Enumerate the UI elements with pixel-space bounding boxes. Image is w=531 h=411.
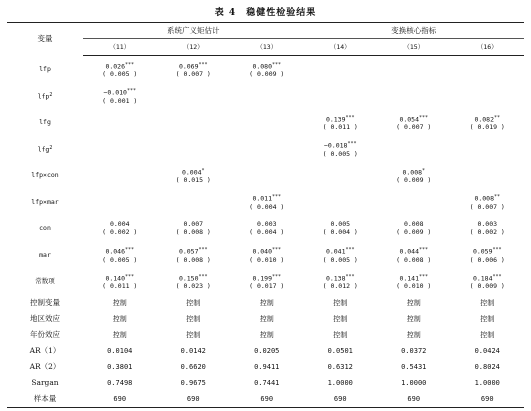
significance-stars: *** [419,247,429,253]
estimate-cell [304,136,378,163]
statistic-row [7,359,524,375]
coefficient-row [7,242,524,269]
column-header-13: （13） [230,39,304,56]
column-header-12: （12） [157,39,231,56]
significance-stars: *** [198,273,208,280]
statistic-cell: 1.0000 [401,378,427,387]
statistic-cell: 控制 [112,298,127,307]
estimate-cell [83,189,157,216]
coefficient-value: 0.026 [105,62,126,70]
coefficient-value: 0.040 [252,247,273,256]
coefficient-value: 0.011 [252,194,273,203]
statistic-cell: 690 [304,391,378,408]
statistic-cell: 0.5431 [401,362,427,371]
row-label: 年份效应 [30,329,60,339]
standard-error: ( 0.009 ) [396,176,432,184]
coefficient-value: 0.080 [252,62,273,70]
estimate-cell [304,189,378,216]
row-label-superscript: 2 [49,145,53,151]
table-title: 稳健性检验结果 [246,8,317,18]
statistic-cell: 690 [157,391,231,408]
estimate-cell [230,162,304,189]
standard-error: ( 0.009 ) [249,70,285,78]
significance-stars: *** [272,194,282,200]
coefficient-value: 0.140 [105,274,126,282]
coefficient-row [7,83,524,110]
coefficient-value: 0.054 [399,115,420,123]
estimate-cell [83,56,157,83]
coefficient-row [7,56,524,83]
estimate-cell [83,136,157,163]
standard-error: ( 0.009 ) [469,282,505,290]
coefficient [83,61,157,71]
coefficient-value: 0.199 [252,274,273,282]
estimate-cell [230,215,304,242]
statistic-cell: 0.0205 [254,346,280,355]
significance-stars: *** [345,114,355,121]
results-table [7,22,524,408]
coefficient [157,246,231,256]
standard-error: ( 0.011 ) [102,282,138,290]
standard-error: ( 0.004 ) [249,202,285,211]
standard-error: ( 0.015 ) [175,176,211,184]
coefficient-value: 0.150 [178,274,199,282]
estimate-cell [230,136,304,163]
coefficient [230,193,304,203]
estimate-cell [377,56,451,83]
estimate-cell [230,109,304,136]
estimate-cell [230,83,304,110]
estimate-cell [377,109,451,136]
row-label: Sargan [31,377,59,387]
coefficient-value: 0.082 [474,115,495,123]
estimate-cell [304,56,378,83]
significance-stars: *** [492,247,502,253]
significance-stars: *** [419,273,429,280]
statistic-cell: 0.3801 [107,362,133,371]
statistic-cell: 0.0104 [107,346,133,355]
row-label-text: lfg [37,145,50,154]
significance-stars: *** [345,247,355,253]
coefficient [157,273,231,283]
table-body [7,56,524,408]
variable-column-header: 变量 [7,23,83,56]
significance-stars: *** [492,273,502,280]
estimate-cell [377,136,451,163]
statistic-cell: 控制 [112,330,127,339]
standard-error: ( 0.010 ) [396,282,432,290]
estimate-cell [157,56,231,83]
statistic-cell: 690 [83,391,157,408]
significance-stars: *** [419,114,429,121]
statistic-cell: 控制 [406,330,421,339]
estimate-cell [157,242,231,269]
statistic-cell: 控制 [406,314,421,323]
row-label [7,162,83,189]
standard-error: ( 0.007 ) [396,123,432,131]
row-label [7,83,83,110]
standard-error: ( 0.010 ) [249,255,285,264]
significance-stars: * [422,167,426,174]
statistic-cell: 1.0000 [474,378,500,387]
row-label: 控制变量 [30,297,60,307]
group-header-row [7,23,524,39]
estimate-cell [451,268,525,295]
estimate-cell [377,162,451,189]
standard-error: ( 0.017 ) [249,282,285,290]
coefficient [451,114,525,124]
coefficient [157,220,231,228]
significance-stars: *** [272,61,282,68]
estimate-cell [157,162,231,189]
coefficient [451,193,525,203]
estimate-cell [83,215,157,242]
coefficient [377,220,451,228]
column-number-row [7,39,524,56]
group-header-gmm: 系统广义矩估计 [83,23,304,39]
coefficient [157,61,231,71]
coefficient-value: −0.010 [103,88,127,97]
estimate-cell [377,268,451,295]
statistic-cell: 0.0142 [180,346,206,355]
statistic-cell: 控制 [259,314,274,323]
coefficient-value: 0.004 [109,220,130,229]
row-label-text: mar [39,250,51,259]
coefficient [304,114,378,124]
statistic-cell: 690 [377,391,451,408]
statistic-cell: 控制 [480,330,495,339]
significance-stars: * [201,167,205,174]
row-label-superscript: 2 [49,92,53,98]
row-label [7,268,83,295]
estimate-cell [451,83,525,110]
statistic-cell: 0.0424 [474,346,500,355]
row-label-text: lfp [39,65,51,73]
column-header-11: （11） [83,39,157,56]
standard-error: ( 0.008 ) [175,255,211,264]
row-label: 样本量 [7,391,83,408]
estimate-cell [83,83,157,110]
statistic-cell: 控制 [186,314,201,323]
table-caption [0,5,531,18]
statistic-row [7,391,524,408]
estimate-cell [230,242,304,269]
statistic-row [7,311,524,327]
estimate-cell [304,242,378,269]
statistic-row [7,295,524,311]
estimate-cell [230,56,304,83]
significance-stars: *** [125,61,135,68]
row-label [7,136,83,163]
coefficient-value: 0.041 [325,247,346,256]
coefficient-value: 0.007 [183,220,204,229]
coefficient [83,87,157,97]
coefficient [377,273,451,283]
group-header-alt-index: 变换核心指标 [304,23,525,39]
coefficient-value: 0.003 [477,220,498,229]
estimate-cell [230,268,304,295]
significance-stars: *** [272,247,282,253]
estimate-cell [230,189,304,216]
estimate-cell [304,83,378,110]
coefficient-value: 0.003 [256,220,277,229]
statistic-cell: 0.9675 [180,378,206,387]
significance-stars: *** [272,273,282,280]
statistic-cell: 0.6620 [180,362,206,371]
row-label-text: 常数项 [35,277,55,286]
statistic-row [7,375,524,391]
coefficient-value: 0.059 [472,247,493,256]
statistic-cell: 控制 [112,314,127,323]
coefficient [377,246,451,256]
statistic-cell: 控制 [333,298,348,307]
coefficient-value: 0.044 [399,247,420,256]
standard-error: ( 0.001 ) [102,96,138,105]
standard-error: ( 0.023 ) [175,282,211,290]
estimate-cell [451,242,525,269]
statistic-cell: 控制 [259,330,274,339]
row-label [7,56,83,83]
standard-error: ( 0.006 ) [469,255,505,264]
coefficient-value: −0.018 [323,141,348,150]
coefficient-value: 0.057 [178,247,199,256]
table-number: 表 4 [214,8,237,18]
coefficient [377,167,451,177]
estimate-cell [304,215,378,242]
statistic-cell: 0.0372 [401,346,427,355]
coefficient-value: 0.141 [399,274,420,282]
coefficient-row [7,136,524,163]
column-header-16: （16） [451,39,525,56]
coefficient-value: 0.008 [403,220,424,229]
coefficient [451,273,525,283]
coefficient-value: 0.184 [472,274,493,282]
estimate-cell [83,109,157,136]
row-label-text: lfp [37,92,50,101]
standard-error: ( 0.004 ) [322,228,358,237]
standard-error: ( 0.009 ) [396,228,432,237]
estimate-cell [451,56,525,83]
estimate-cell [451,215,525,242]
coefficient [304,220,378,228]
estimate-cell [451,136,525,163]
statistic-cell: 0.0501 [327,346,353,355]
estimate-cell [157,136,231,163]
standard-error: ( 0.019 ) [469,123,505,131]
standard-error: ( 0.011 ) [322,123,358,131]
coefficient-row [7,162,524,189]
statistic-cell: 控制 [259,298,274,307]
statistic-cell: 控制 [333,330,348,339]
standard-error: ( 0.005 ) [102,255,138,264]
coefficient-value: 0.046 [105,247,126,256]
statistic-cell: 控制 [186,298,201,307]
standard-error: ( 0.007 ) [175,70,211,78]
statistic-cell: 控制 [480,314,495,323]
significance-stars: *** [198,247,208,253]
standard-error: ( 0.012 ) [322,282,358,290]
statistic-cell: 0.7441 [254,378,280,387]
statistic-cell: 0.9411 [254,362,280,371]
statistic-row [7,327,524,343]
significance-stars: *** [345,273,355,280]
coefficient [451,220,525,228]
statistic-cell: 控制 [406,298,421,307]
row-label [7,215,83,242]
coefficient-value: 0.069 [178,62,199,70]
column-header-15: （15） [377,39,451,56]
statistic-cell: 690 [230,391,304,408]
coefficient-value: 0.138 [325,274,346,282]
estimate-cell [157,83,231,110]
standard-error: ( 0.002 ) [102,228,138,237]
estimate-cell [304,109,378,136]
statistic-cell: 控制 [480,298,495,307]
estimate-cell [83,162,157,189]
estimate-cell [377,189,451,216]
estimate-cell [157,189,231,216]
significance-stars: *** [126,88,136,94]
coefficient [83,246,157,256]
estimate-cell [157,268,231,295]
estimate-cell [157,109,231,136]
statistic-cell: 控制 [333,314,348,323]
coefficient [83,220,157,228]
significance-stars: *** [347,141,357,147]
standard-error: ( 0.008 ) [396,255,432,264]
estimate-cell [451,162,525,189]
statistic-cell: 控制 [186,330,201,339]
coefficient [157,167,231,177]
standard-error: ( 0.007 ) [469,202,505,211]
row-label-text: lfp×con [31,171,59,180]
coefficient [304,246,378,256]
coefficient [83,273,157,283]
standard-error: ( 0.005 ) [102,70,138,78]
coefficient-value: 0.139 [325,115,346,123]
row-label-text: lfp×mar [31,197,59,206]
row-label [7,189,83,216]
row-label-text: lfg [39,118,51,127]
statistic-cell: 0.6312 [327,362,353,371]
row-label-text: con [39,224,51,233]
significance-stars: ** [494,194,501,200]
coefficient-row [7,268,524,295]
row-label [7,242,83,269]
estimate-cell [157,215,231,242]
estimate-cell [377,83,451,110]
coefficient [304,140,378,150]
row-label: AR（1） [29,345,61,355]
estimate-cell [451,109,525,136]
standard-error: ( 0.004 ) [249,228,285,237]
statistic-cell: 690 [451,391,525,408]
estimate-cell [83,242,157,269]
significance-stars: *** [125,247,135,253]
standard-error: ( 0.008 ) [175,228,211,237]
significance-stars: *** [125,273,135,280]
coefficient [230,61,304,71]
statistic-row [7,343,524,359]
coefficient-value: 0.004 [181,168,202,176]
statistic-cell: 1.0000 [327,378,353,387]
significance-stars: *** [198,61,208,68]
coefficient-value: 0.008 [474,194,495,203]
column-header-14: （14） [304,39,378,56]
coefficient-row [7,189,524,216]
row-label [7,109,83,136]
coefficient [304,273,378,283]
coefficient [230,246,304,256]
standard-error: ( 0.002 ) [469,228,505,237]
statistic-cell: 0.8024 [474,362,500,371]
row-label: AR（2） [29,361,61,371]
estimate-cell [377,242,451,269]
coefficient [377,114,451,124]
coefficient [230,220,304,228]
coefficient-value: 0.005 [330,220,351,229]
significance-stars: ** [494,114,501,121]
estimate-cell [451,189,525,216]
coefficient [230,273,304,283]
coefficient-value: 0.008 [402,168,423,176]
row-label: 地区效应 [30,313,60,323]
coefficient-row [7,109,524,136]
estimate-cell [304,162,378,189]
coefficient-row [7,215,524,242]
standard-error: ( 0.005 ) [322,149,358,158]
estimate-cell [83,268,157,295]
estimate-cell [377,215,451,242]
coefficient [451,246,525,256]
standard-error: ( 0.005 ) [322,255,358,264]
estimate-cell [304,268,378,295]
statistic-cell: 0.7498 [107,378,133,387]
